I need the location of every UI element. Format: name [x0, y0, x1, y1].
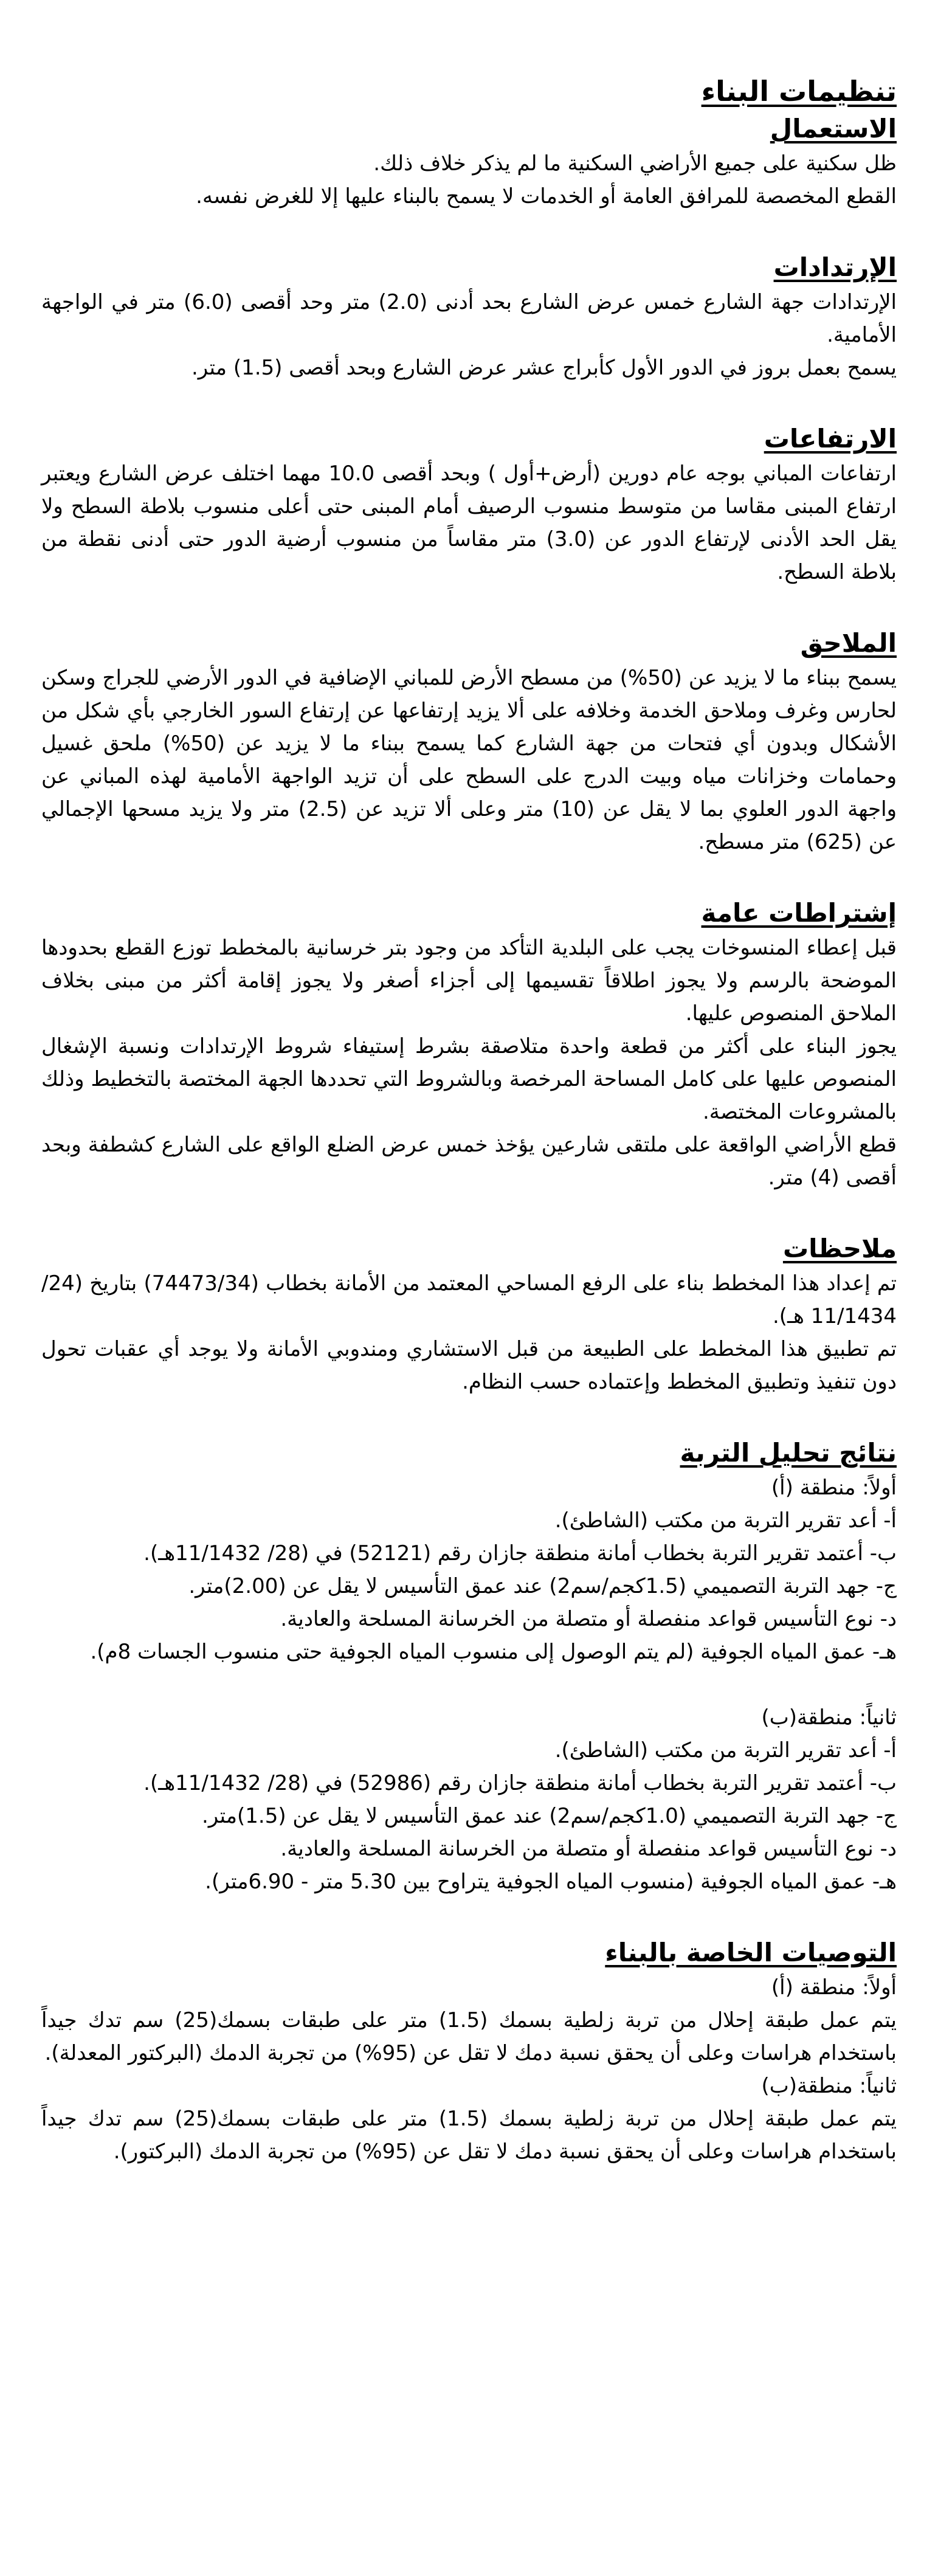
recommendations-zone-b-label: ثانياً: منطقة(ب): [761, 2074, 897, 2098]
annexes-heading: الملاحق: [800, 628, 897, 658]
soil-zone-b-label: ثانياً: منطقة(ب): [761, 1705, 897, 1730]
usage-line: ظل سكنية على جميع الأراضي السكنية ما لم يذكر خلاف ذلك.: [373, 151, 897, 176]
soil-analysis-heading: نتائج تحليل التربة: [680, 1438, 897, 1468]
soil-zone-a-item: ب- أعتمد تقرير التربة بخطاب أمانة منطقة جازان رقم (52121) في (28/ 11/1432هـ).: [143, 1541, 897, 1566]
usage-line: القطع المخصصة للمرافق العامة أو الخدمات لا يسمح بالبناء عليها إلا للغرض نفسه.: [196, 184, 897, 209]
setbacks-line: الإرتدادات جهة الشارع خمس عرض الشارع بحد أدنى (2.0) متر وحد أقصى (6.0) متر في الواجهة الأمامية.: [41, 290, 897, 347]
general-conditions-section: [41, 895, 897, 1194]
recommendations-section: [41, 1935, 897, 2168]
usage-section: [41, 111, 897, 213]
notes-section: [41, 1231, 897, 1398]
general-conditions-paragraph: قبل إعطاء المنسوخات يجب على البلدية التأكد من وجود بتر خرسانية بالمخطط توزع القطع بحدودها الموضحة بالرسم ولا يجوز اطلاقاً تقسيمها إلى أجزاء أصغر ولا يجوز إقامة أكثر من مبنى بخلاف الملاحق المنصوص عليها.: [41, 936, 897, 1026]
soil-analysis-section: [41, 1435, 897, 1898]
soil-zone-a-item: أ- أعد تقرير التربة من مكتب (الشاطئ).: [554, 1508, 897, 1533]
general-conditions-paragraph: يجوز البناء على أكثر من قطعة واحدة متلاصقة بشرط إستيفاء شروط الإرتدادات ونسبة الإشغال المنصوص عليها على كامل المساحة المرخصة وبالشروط التي تحددها الجهة المختصة بالتخطيط وذلك بالمشروعات المختصة.: [41, 1034, 897, 1124]
notes-paragraph: تم إعداد هذا المخطط بناء على الرفع المساحي المعتمد من الأمانة بخطاب (74473/34) بتاريخ (24/ 11/1434 هـ).: [41, 1271, 897, 1328]
recommendations-zone-b-text: يتم عمل طبقة إحلال من تربة زلطية بسمك (1.5) متر على طبقات بسمك(25) سم تدك جيداً باستخدام هراسات وعلى أن يحقق نسبة دمك لا تقل عن (95%) من تجربة الدمك (البركتور).: [41, 2107, 897, 2164]
annexes-text: يسمح ببناء ما لا يزيد عن (50%) من مسطح الأرض للمباني الإضافية في الدور الأرضي للجراج وسكن لحارس وغرف وملاحق الخدمة وخلافه على ألا يزيد إرتفاعها عن إرتفاع السور الخارجي بأي شكل من الأشكال وبدون أي فتحات من جهة الشارع كما يسمح ببناء ما لا يزيد عن (50%) ملحق غسيل وحمامات وخزانات مياه وبيت الدرج على السطح على أن تزيد الواجهة الأمامية لهذه المباني عن واجهة الدور العلوي بما لا يقل عن (10) متر وعلى ألا تزيد عن (2.5) متر ولا يزيد مسحها الإجمالي عن (625) متر مسطح.: [41, 666, 897, 854]
general-conditions-heading: إشتراطات عامة: [701, 898, 897, 928]
setbacks-heading: الإرتدادات: [773, 252, 897, 282]
soil-zone-b-item: ب- أعتمد تقرير التربة بخطاب أمانة منطقة جازان رقم (52986) في (28/ 11/1432هـ).: [143, 1771, 897, 1795]
usage-heading: الاستعمال: [770, 114, 897, 143]
heights-heading: الارتفاعات: [764, 424, 897, 454]
soil-zone-a-item: ج- جهد التربة التصميمي (1.5كجم/سم2) عند عمق التأسيس لا يقل عن (2.00)متر.: [188, 1574, 897, 1598]
notes-paragraph: تم تطبيق هذا المخطط على الطبيعة من قبل الاستشاري ومندوبي الأمانة ولا يوجد أي عقبات تحول دون تنفيذ وتطبيق المخطط وإعتماده حسب النظام.: [41, 1337, 897, 1394]
setbacks-section: [41, 249, 897, 384]
annexes-section: [41, 625, 897, 858]
soil-zone-b-item: أ- أعد تقرير التربة من مكتب (الشاطئ).: [554, 1738, 897, 1763]
heights-section: [41, 421, 897, 589]
setbacks-line: يسمح بعمل بروز في الدور الأول كأبراج عشر عرض الشارع وبحد أقصى (1.5) متر.: [191, 356, 897, 380]
recommendations-zone-a-label: أولاً: منطقة (أ): [771, 1975, 897, 2000]
heights-text: ارتفاعات المباني بوجه عام دورين (أرض+أول ) وبحد أقصى 10.0 مهما اختلف عرض الشارع ويعتبر ارتفاع المبنى مقاسا من متوسط منسوب الرصيف أمام المبنى حتى أعلى منسوب بلاطة السطح ولا يقل الحد الأدنى لإرتفاع الدور عن (3.0) متر مقاساً من منسوب أرضية الدور حتى أدنى نقطة من بلاطة السطح.: [41, 461, 897, 584]
recommendations-zone-a-text: يتم عمل طبقة إحلال من تربة زلطية بسمك (1.5) متر على طبقات بسمك(25) سم تدك جيداً باستخدام هراسات وعلى أن يحقق نسبة دمك لا تقل عن (95%) من تجربة الدمك (البركتور المعدلة).: [41, 2008, 897, 2065]
soil-zone-a-item: هـ- عمق المياه الجوفية (لم يتم الوصول إلى منسوب المياه الجوفية حتى منسوب الجسات 8م).: [90, 1640, 897, 1664]
soil-zone-a-item: د- نوع التأسيس قواعد منفصلة أو متصلة من الخرسانة المسلحة والعادية.: [280, 1607, 897, 1631]
soil-zone-a-label: أولاً: منطقة (أ): [771, 1476, 897, 1500]
recommendations-heading: التوصيات الخاصة بالبناء: [605, 1938, 897, 1967]
soil-zone-b-item: ج- جهد التربة التصميمي (1.0كجم/سم2) عند عمق التأسيس لا يقل عن (1.5)متر.: [201, 1804, 897, 1828]
soil-zone-b-item: هـ- عمق المياه الجوفية (منسوب المياه الجوفية يتراوح بين 5.30 متر - 6.90متر).: [205, 1870, 897, 1894]
notes-heading: ملاحظات: [782, 1234, 897, 1263]
general-conditions-paragraph: قطع الأراضي الواقعة على ملتقى شارعين يؤخذ خمس عرض الضلع الواقع على الشارع كشطفة وبحد أقصى (4) متر.: [41, 1133, 897, 1190]
document-title: تنظيمات البناء: [701, 75, 897, 108]
soil-zone-b-item: د- نوع التأسيس قواعد منفصلة أو متصلة من الخرسانة المسلحة والعادية.: [280, 1837, 897, 1861]
